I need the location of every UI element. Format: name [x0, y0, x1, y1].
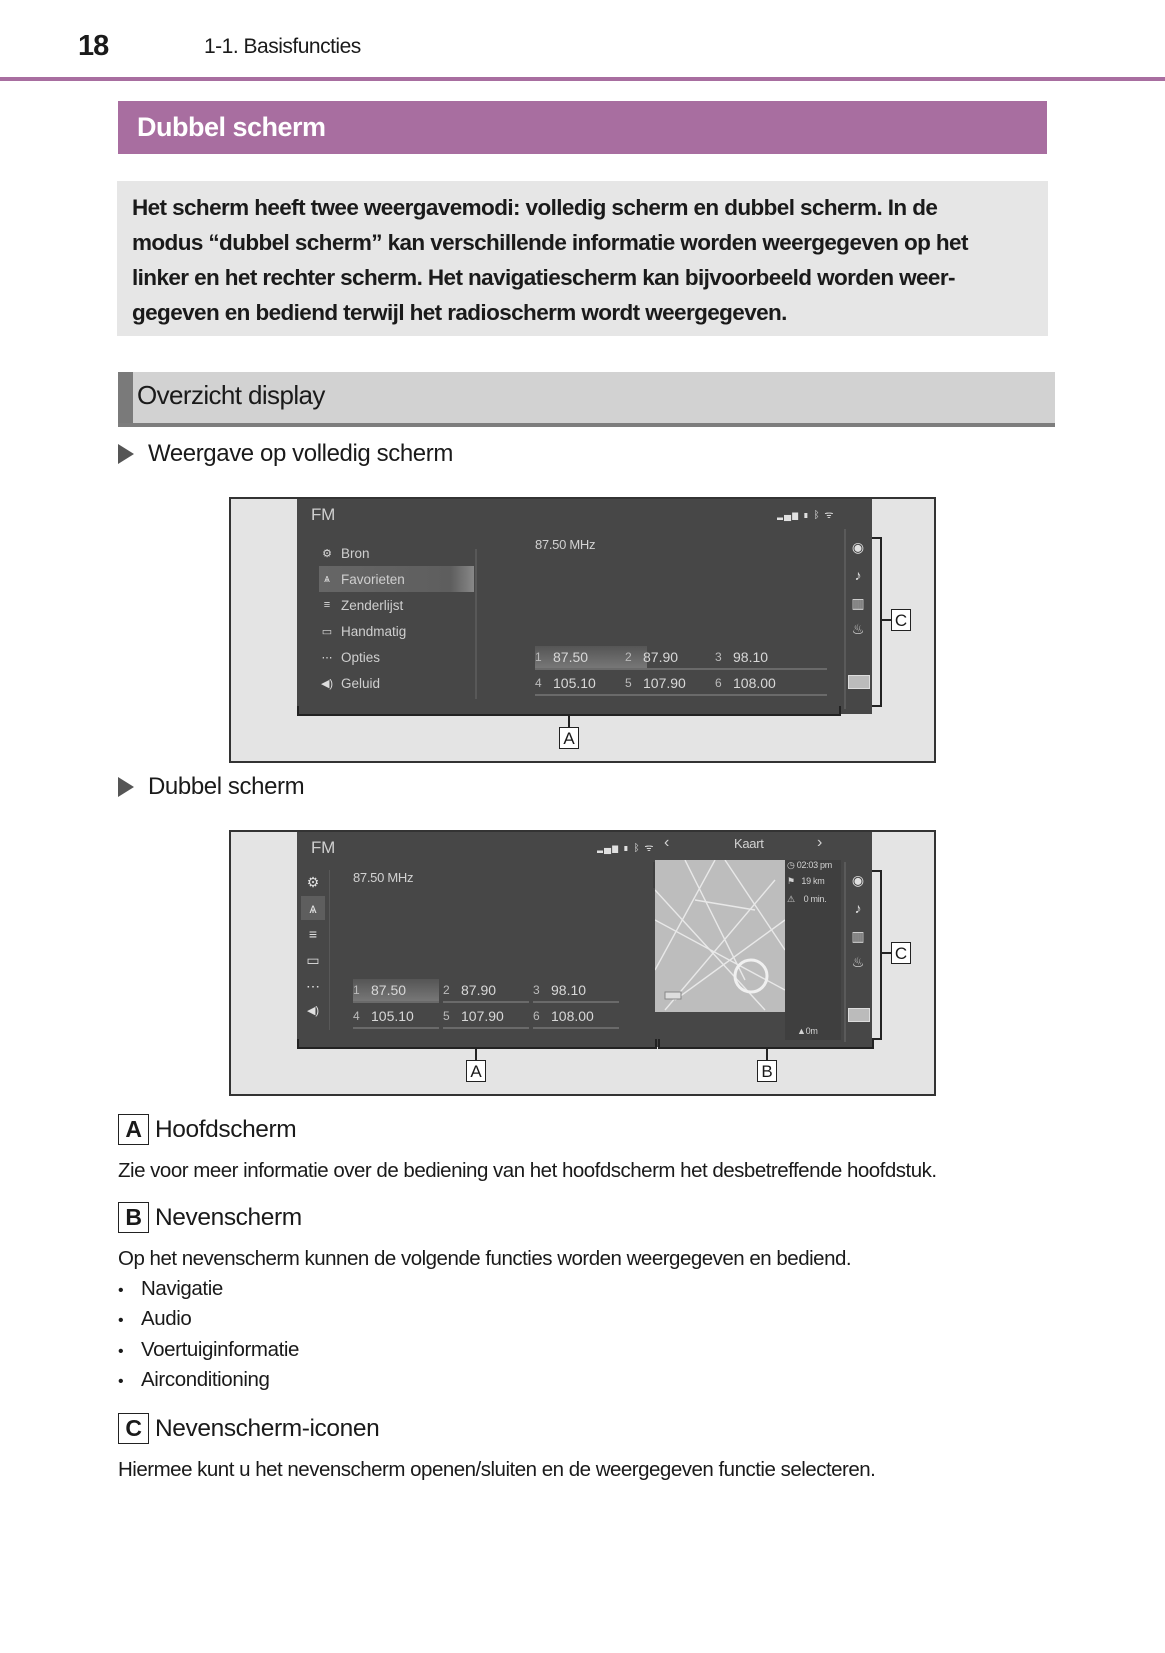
- bullet-dot: •: [118, 1312, 124, 1329]
- arrival-time-value: 02:03 pm: [796, 860, 832, 870]
- arrival-time: [787, 860, 832, 871]
- menu-label: Geluid: [341, 675, 381, 691]
- vehicle-info-chart-icon[interactable]: ▥: [851, 928, 865, 944]
- vehicle-info-chart-icon[interactable]: ▥: [851, 595, 865, 611]
- preset-button-6[interactable]: [715, 672, 827, 696]
- callout-a-stem: [568, 716, 570, 727]
- preset-frequency: 87.90: [643, 649, 679, 665]
- music-note-icon[interactable]: ♪: [854, 900, 862, 916]
- side-icon-divider: [844, 862, 846, 1042]
- figure-full-heading-text: Weergave op volledig scherm: [148, 440, 453, 467]
- menu-label: Opties: [341, 649, 381, 665]
- preset-frequency: 108.00: [733, 675, 776, 691]
- preset-number: 2: [443, 983, 450, 997]
- menu-label: Handmatig: [341, 623, 407, 639]
- preset-number: 3: [533, 983, 540, 997]
- description-b-text: Op het nevenscherm kunnen de volgende functies worden weergegeven en bediend.: [118, 1247, 852, 1270]
- climate-seat-icon[interactable]: ♨: [851, 954, 865, 970]
- options-icon[interactable]: ⋯: [306, 978, 320, 994]
- remaining-distance-value: 19 km: [801, 876, 825, 886]
- menu-item-handmatig[interactable]: [319, 618, 474, 644]
- frequency-display: 87.50 MHz: [353, 870, 414, 885]
- callout-c-stem: [882, 619, 891, 621]
- source-label: FM: [311, 505, 335, 524]
- preset-frequency: 87.50: [553, 649, 589, 665]
- traffic-delay-value: 0 min.: [803, 894, 827, 904]
- figure-full-screen: [229, 497, 936, 763]
- side-prev-button[interactable]: ‹: [664, 834, 670, 851]
- preset-number: 1: [535, 650, 542, 664]
- menu-label: Zenderlijst: [341, 597, 404, 613]
- menu-item-zenderlijst[interactable]: [319, 592, 474, 618]
- traffic-delay: [787, 894, 826, 905]
- bullet-dot: •: [118, 1373, 124, 1390]
- preset-frequency: 87.90: [461, 982, 497, 998]
- menu-label: Bron: [341, 545, 370, 561]
- bullet-dot: •: [118, 1282, 124, 1299]
- figure-dual-screen: [229, 830, 936, 1096]
- side-icon-divider: [844, 529, 846, 709]
- description-a-text: Zie voor meer informatie over de bediening van het hoofdscherm het desbetreffende hoofdstuk.: [118, 1159, 937, 1182]
- key-b: B: [118, 1202, 149, 1233]
- figure-full-heading: [118, 440, 453, 468]
- description-c-heading: [118, 1413, 379, 1444]
- preset-button-2[interactable]: [443, 979, 529, 1003]
- callout-a-bracket: [297, 706, 841, 716]
- description-c-text: Hiermee kunt u het nevenscherm openen/sluiten en de weergegeven functie selecteren.: [118, 1458, 876, 1481]
- preset-frequency: 107.90: [461, 1008, 504, 1024]
- source-icon: ⚙: [322, 547, 332, 560]
- description-c-title: Nevenscherm-iconen: [155, 1414, 380, 1442]
- callout-b-stem: [766, 1049, 768, 1060]
- nav-info-panel: [785, 860, 841, 1040]
- triangle-bullet-icon: [118, 444, 134, 464]
- preset-number: 4: [353, 1009, 360, 1023]
- preset-button-1[interactable]: [353, 979, 439, 1003]
- menu-item-opties[interactable]: [319, 644, 474, 670]
- preset-frequency: 98.10: [551, 982, 587, 998]
- traffic-warning-icon: ⚠: [787, 894, 795, 904]
- section-title: Dubbel scherm: [137, 112, 326, 142]
- menu-label: Favorieten: [341, 571, 405, 587]
- callout-c-label: C: [891, 609, 911, 631]
- station-list-icon: ≡: [323, 599, 331, 611]
- options-icon: ⋯: [321, 651, 333, 664]
- sound-icon[interactable]: ◀): [306, 1005, 320, 1017]
- list-item-text: Airconditioning: [141, 1368, 270, 1391]
- list-item-text: Audio: [141, 1307, 192, 1330]
- description-a-title: Hoofdscherm: [155, 1115, 297, 1143]
- list-item-text: Navigatie: [141, 1277, 223, 1300]
- list-item: [118, 1307, 191, 1331]
- preset-frequency: 105.10: [553, 675, 596, 691]
- callout-a-stem: [475, 1049, 477, 1060]
- map-roads: [655, 860, 785, 1012]
- preset-number: 5: [443, 1009, 450, 1023]
- preset-number: 5: [625, 676, 632, 690]
- preset-button-6[interactable]: [533, 1005, 619, 1029]
- preset-frequency: 107.90: [643, 675, 686, 691]
- list-item: [118, 1368, 269, 1392]
- callout-b-bracket: [658, 1039, 874, 1049]
- intro-line: linker en het rechter scherm. Het navigatiescherm kan bijvoorbeeld worden weer-: [132, 265, 955, 290]
- navigation-compass-icon[interactable]: ◉: [851, 539, 865, 555]
- intro-box: [117, 181, 1048, 336]
- section-title-bar: [118, 101, 1047, 154]
- description-b-title: Nevenscherm: [155, 1203, 302, 1231]
- subsection-title-bar: [118, 372, 1055, 427]
- callout-a-label: A: [559, 727, 579, 749]
- remaining-distance: [787, 876, 824, 887]
- map-scale: ▲0m: [797, 1026, 818, 1036]
- favorites-icon: ѧ: [324, 573, 330, 585]
- preset-number: 6: [715, 676, 722, 690]
- intro-line: gegeven en bediend terwijl het radioscherm wordt weergegeven.: [132, 300, 787, 325]
- climate-seat-icon[interactable]: ♨: [851, 621, 865, 637]
- station-list-icon[interactable]: ≡: [308, 926, 318, 942]
- manual-tune-icon: ▭: [321, 625, 333, 638]
- music-note-icon[interactable]: ♪: [854, 567, 862, 583]
- preset-frequency: 105.10: [371, 1008, 414, 1024]
- key-c: C: [118, 1413, 149, 1444]
- callout-b-label: B: [757, 1060, 777, 1082]
- frequency-display: 87.50 MHz: [535, 537, 596, 552]
- preset-frequency: 98.10: [733, 649, 769, 665]
- side-screen-title: Kaart: [734, 836, 764, 851]
- navigation-map[interactable]: [655, 860, 785, 1012]
- preset-number: 1: [353, 983, 360, 997]
- icon-column-divider: [329, 870, 330, 1030]
- description-a-heading: [118, 1114, 296, 1145]
- menu-item-bron[interactable]: [319, 540, 474, 566]
- source-label: FM: [311, 838, 335, 857]
- preset-frequency: 108.00: [551, 1008, 594, 1024]
- callout-c-stem: [882, 952, 891, 954]
- figure-dual-heading-text: Dubbel scherm: [148, 773, 305, 800]
- callout-a-bracket: [297, 1039, 657, 1049]
- preset-number: 4: [535, 676, 542, 690]
- status-icons: ▂▄▆ ▮ ᛒ ᯤ: [597, 843, 655, 854]
- preset-frequency: 87.50: [371, 982, 407, 998]
- preset-button-3[interactable]: [715, 646, 827, 670]
- figure-dual-heading: [118, 773, 304, 801]
- split-screen-toggle-icon[interactable]: [848, 1008, 870, 1022]
- preset-button-4[interactable]: [353, 1005, 439, 1029]
- manual-tune-icon[interactable]: ▭: [306, 952, 320, 968]
- menu-item-geluid[interactable]: [319, 670, 474, 696]
- callout-c-label: C: [891, 942, 911, 964]
- menu-item-favorieten[interactable]: [319, 566, 474, 592]
- side-next-button[interactable]: ›: [817, 834, 823, 851]
- callout-c-bracket: [872, 870, 882, 1040]
- page-number: 18: [78, 30, 109, 62]
- menu-divider: [475, 549, 477, 699]
- clock-icon: ◷: [787, 860, 795, 870]
- intro-line: Het scherm heeft twee weergavemodi: volledig scherm en dubbel scherm. In de: [132, 195, 938, 220]
- sound-icon: ◀): [320, 677, 334, 690]
- preset-button-3[interactable]: [533, 979, 619, 1003]
- status-icons: ▂▄▆ ▮ ᛒ ᯤ: [777, 510, 835, 521]
- intro-line: modus “dubbel scherm” kan verschillende informatie worden weergegeven op het: [132, 230, 968, 255]
- destination-flag-icon: ⚑: [787, 876, 795, 886]
- description-b-heading: [118, 1202, 302, 1233]
- preset-number: 6: [533, 1009, 540, 1023]
- callout-a-label: A: [466, 1060, 486, 1082]
- subsection-title: Overzicht display: [137, 380, 325, 410]
- list-item: [118, 1338, 299, 1362]
- list-item: [118, 1277, 223, 1301]
- split-screen-toggle-icon[interactable]: [848, 675, 870, 689]
- header-rule: [0, 77, 1165, 81]
- display-dual-screen: [297, 832, 872, 1047]
- subsection-accent: [118, 372, 133, 423]
- key-a: A: [118, 1114, 149, 1145]
- navigation-compass-icon[interactable]: ◉: [851, 872, 865, 888]
- source-icon[interactable]: ⚙: [306, 874, 320, 890]
- bullet-dot: •: [118, 1343, 124, 1360]
- list-item-text: Voertuiginformatie: [141, 1338, 300, 1361]
- preset-number: 2: [625, 650, 632, 664]
- preset-button-5[interactable]: [443, 1005, 529, 1029]
- triangle-bullet-icon: [118, 777, 134, 797]
- callout-c-bracket: [872, 537, 882, 707]
- display-full-screen: [297, 499, 872, 714]
- favorites-icon[interactable]: ѧ: [301, 896, 325, 920]
- preset-number: 3: [715, 650, 722, 664]
- chapter-title: 1-1. Basisfuncties: [204, 35, 361, 58]
